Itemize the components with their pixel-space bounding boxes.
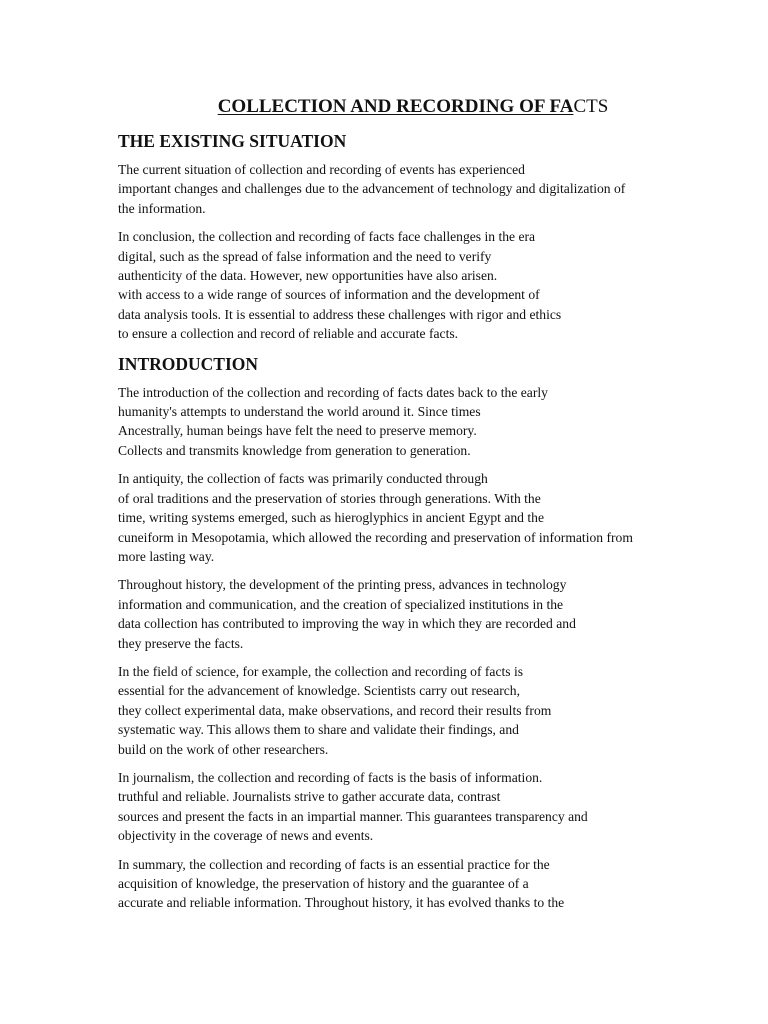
paragraph-line: systematic way. This allows them to share and validate their findings, and [118, 722, 519, 738]
paragraph-line: humanity's attempts to understand the world around it. Since times [118, 404, 481, 420]
paragraph-line: Throughout history, the development of the printing press, advances in technology [118, 577, 567, 593]
body-paragraph [118, 469, 758, 566]
paragraph-line: Collects and transmits knowledge from generation to generation. [118, 442, 471, 458]
document-title-underlined: COLLECTION AND RECORDING OF FA [217, 96, 574, 117]
paragraph-line: time, writing systems emerged, such as hieroglyphics in ancient Egypt and the [118, 510, 544, 526]
paragraph-line: authenticity of the data. However, new opportunities have also arisen. [118, 268, 498, 284]
paragraph-line: digital, such as the spread of false information and the need to verify [118, 248, 492, 264]
body-paragraph [118, 575, 758, 653]
paragraph-line: data collection has contributed to improving the way in which they are recorded and [118, 616, 576, 632]
paragraph-line: of oral traditions and the preservation of stories through generations. With the [118, 490, 541, 506]
paragraph-line: they preserve the facts. [118, 635, 244, 651]
paragraph-line: Ancestrally, human beings have felt the need to preserve memory. [118, 423, 477, 439]
paragraph-line: acquisition of knowledge, the preservation of history and the guarantee of a [118, 876, 529, 891]
document-section [118, 130, 758, 344]
paragraph-line: to ensure a collection and record of reliable and accurate facts. [118, 326, 459, 342]
paragraph-line: The introduction of the collection and recording of facts dates back to the early [118, 384, 548, 400]
paragraph-line: build on the work of other researchers. [118, 741, 329, 757]
paragraph-line: In summary, the collection and recording of facts is an essential practice for the [118, 856, 550, 872]
paragraph-line: with access to a wide range of sources of information and the development of [118, 287, 540, 303]
paragraph-line: more lasting way. [118, 548, 215, 564]
document-section [118, 353, 758, 913]
document-body [118, 130, 758, 922]
document-title [0, 95, 768, 119]
paragraph-line: The current situation of collection and recording of events has experienced [118, 162, 525, 177]
body-paragraph [118, 383, 758, 461]
paragraph-line: In conclusion, the collection and recording of facts face challenges in the era [118, 229, 536, 245]
paragraph-line: In journalism, the collection and recording of facts is the basis of information. [118, 769, 543, 785]
paragraph-line: sources and present the facts in an impartial manner. This guarantees transparency and [118, 808, 588, 824]
body-paragraph [118, 662, 758, 759]
document-title-rest: CTS [573, 96, 609, 117]
body-paragraph [118, 855, 758, 913]
paragraph-line: data analysis tools. It is essential to address these challenges with rigor and ethics [118, 306, 562, 322]
section-heading: THE EXISTING SITUATION [118, 131, 347, 151]
paragraph-line: important changes and challenges due to the advancement of technology and digitalization of [118, 181, 626, 197]
body-paragraph [118, 160, 758, 218]
paragraph-line: In the field of science, for example, the collection and recording of facts is [118, 663, 524, 679]
paragraph-line: accurate and reliable information. Throughout history, it has evolved thanks to the [118, 895, 565, 911]
paragraph-line: truthful and reliable. Journalists strive to gather accurate data, contrast [118, 789, 501, 805]
paragraph-line: essential for the advancement of knowledge. Scientists carry out research, [118, 683, 520, 699]
paragraph-line: they collect experimental data, make observations, and record their results from [118, 702, 552, 718]
body-paragraph [118, 227, 758, 343]
paragraph-line: the information. [118, 200, 206, 216]
section-heading: INTRODUCTION [118, 353, 259, 374]
paragraph-line: information and communication, and the creation of specialized institutions in the [118, 596, 564, 612]
body-paragraph [118, 768, 758, 846]
paragraph-line: In antiquity, the collection of facts was primarily conducted through [118, 471, 488, 487]
paragraph-line: objectivity in the coverage of news and events. [118, 828, 374, 844]
paragraph-line: cuneiform in Mesopotamia, which allowed the recording and preservation of information from [118, 529, 633, 545]
